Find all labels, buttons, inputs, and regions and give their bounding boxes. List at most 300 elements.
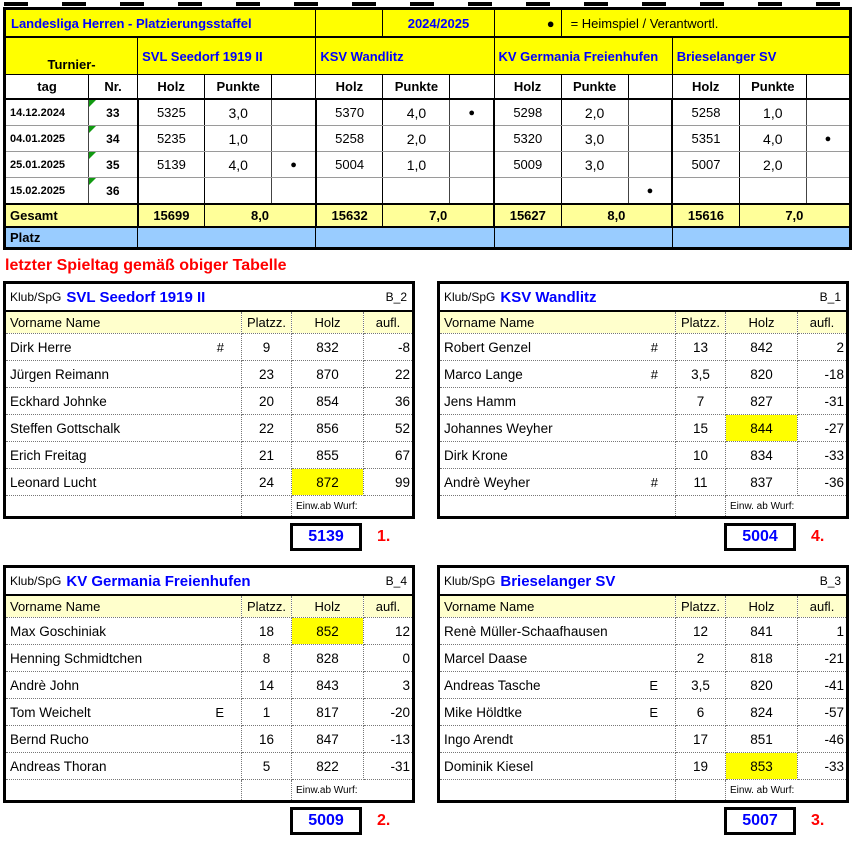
footer-empty-cell — [242, 496, 292, 518]
heimspiel-dot-cell — [628, 152, 672, 178]
holz-cell: 832 — [292, 334, 364, 361]
dot-col-header — [450, 75, 494, 100]
platz-label: Platz — [5, 227, 138, 249]
platz-empty-cell — [138, 227, 316, 249]
club-total-box: 5004 — [724, 523, 796, 551]
club-title-row — [439, 283, 848, 312]
holz-cell: 851 — [726, 726, 798, 753]
club-code: B_2 — [385, 290, 408, 304]
match-day-row — [5, 152, 851, 178]
club-title-row — [5, 283, 414, 312]
player-name-cell: Renè Müller-Schaafhausen — [439, 618, 676, 645]
platz-empty-cell — [316, 227, 494, 249]
nr-cell: 33 — [89, 99, 138, 126]
holz-cell: 842 — [726, 334, 798, 361]
player-row — [5, 442, 414, 469]
platzz-cell: 23 — [242, 361, 292, 388]
gesamt-label: Gesamt — [5, 204, 138, 227]
dot-col-header — [628, 75, 672, 100]
player-name-cell: Andreas Tasche E — [439, 672, 676, 699]
player-row — [439, 672, 848, 699]
punkte-value-cell: 1,0 — [205, 126, 272, 152]
player-row — [5, 753, 414, 780]
club-rank: 2. — [377, 812, 391, 829]
holz-value-cell: 5298 — [494, 99, 561, 126]
platzz-cell: 12 — [676, 618, 726, 645]
club-total-box: 5009 — [290, 807, 362, 835]
punkte-value-cell: 1,0 — [739, 99, 806, 126]
team-header: Brieselanger SV — [672, 37, 850, 75]
season-label: 2024/2025 — [383, 9, 494, 38]
club-total-row — [724, 806, 851, 836]
aufl-cell: -36 — [798, 469, 848, 496]
player-name-cell: Dominik Kiesel — [439, 753, 676, 780]
holz-col-label: Holz — [726, 595, 798, 618]
club-title-cell — [5, 567, 414, 596]
footer-empty-cell — [242, 780, 292, 802]
punkte-value-cell: 2,0 — [561, 99, 628, 126]
footer-empty-cell — [439, 496, 676, 518]
aufl-cell: -21 — [798, 645, 848, 672]
club-rank: 3. — [811, 812, 825, 829]
holz-value-cell: 5235 — [138, 126, 205, 152]
einwurf-label: Einw.ab Wurf: — [292, 780, 414, 802]
aufl-cell: -57 — [798, 699, 848, 726]
platz-empty-cell — [672, 227, 850, 249]
player-name-cell: Marco Lange # — [439, 361, 676, 388]
player-name-cell: Andrè John — [5, 672, 242, 699]
holz-value-cell: 5325 — [138, 99, 205, 126]
platzz-cell: 16 — [242, 726, 292, 753]
aufl-col-label: aufl. — [798, 311, 848, 334]
heimspiel-dot-cell: ● — [272, 152, 316, 178]
holz-col-label: Holz — [292, 595, 364, 618]
platzz-cell: 7 — [676, 388, 726, 415]
club-footer-row — [5, 496, 414, 518]
turnier-label: Turnier- — [5, 37, 138, 75]
platz-row — [5, 227, 851, 249]
platzz-cell: 6 — [676, 699, 726, 726]
player-name-cell: Jens Hamm — [439, 388, 676, 415]
aufl-cell: -41 — [798, 672, 848, 699]
holz-cell: 820 — [726, 672, 798, 699]
cropped-gridline-ticks — [4, 2, 854, 6]
club-rank: 4. — [811, 528, 825, 545]
einwurf-label: Einw. ab Wurf: — [726, 780, 848, 802]
holz-cell: 834 — [726, 442, 798, 469]
holz-cell: 820 — [726, 361, 798, 388]
platzz-cell: 19 — [676, 753, 726, 780]
player-row — [5, 672, 414, 699]
club-total-row — [724, 522, 851, 552]
page-title: Landesliga Herren - Platzierungsstaffel — [5, 9, 316, 38]
name-col-label: Vorname Name — [5, 311, 242, 334]
club-total-box: 5007 — [724, 807, 796, 835]
match-day-row — [5, 178, 851, 205]
punkte-value-cell: 3,0 — [561, 152, 628, 178]
punkte-value-cell: 1,0 — [383, 152, 450, 178]
aufl-cell: 3 — [364, 672, 414, 699]
punkte-value-cell — [561, 178, 628, 205]
player-name-cell: Erich Freitag — [5, 442, 242, 469]
club-code: B_3 — [819, 574, 842, 588]
nr-cell: 36 — [89, 178, 138, 205]
club-code: B_1 — [819, 290, 842, 304]
name-col-label: Vorname Name — [5, 595, 242, 618]
aufl-cell: -46 — [798, 726, 848, 753]
platzz-cell: 1 — [242, 699, 292, 726]
player-row — [5, 645, 414, 672]
club-title-row — [5, 567, 414, 596]
club-title-cell — [439, 283, 848, 312]
aufl-cell: 0 — [364, 645, 414, 672]
holz-cell: 818 — [726, 645, 798, 672]
einwurf-label: Einw. ab Wurf: — [726, 496, 848, 518]
club-total-row — [290, 806, 415, 836]
holz-value-cell: 5258 — [316, 126, 383, 152]
ersatz-mark: E — [649, 704, 658, 720]
footer-empty-cell — [676, 780, 726, 802]
player-row — [5, 361, 414, 388]
platzz-col-label: Platzz. — [242, 595, 292, 618]
holz-value-cell: 5007 — [672, 152, 739, 178]
heimspiel-dot-cell — [628, 99, 672, 126]
club-code: B_4 — [385, 574, 408, 588]
player-row — [439, 388, 848, 415]
player-row — [439, 415, 848, 442]
player-name-cell: Dirk Krone — [439, 442, 676, 469]
player-name-cell: Ingo Arendt — [439, 726, 676, 753]
aufl-cell: -20 — [364, 699, 414, 726]
player-row — [5, 469, 414, 496]
heimspiel-dot-cell — [450, 178, 494, 205]
heimspiel-dot-cell — [450, 152, 494, 178]
gesamt-row — [5, 204, 851, 227]
gesamt-punkte-cell: 7,0 — [383, 204, 494, 227]
ersatz-mark: E — [649, 677, 658, 693]
platzz-cell: 2 — [676, 645, 726, 672]
punkte-value-cell: 4,0 — [205, 152, 272, 178]
gesamt-holz-cell: 15699 — [138, 204, 205, 227]
club-header-row — [439, 595, 848, 618]
punkte-value-cell: 2,0 — [383, 126, 450, 152]
holz-cell: 828 — [292, 645, 364, 672]
heimspiel-dot-cell: ● — [806, 126, 850, 152]
holz-value-cell — [138, 178, 205, 205]
player-name-cell: Max Goschiniak — [5, 618, 242, 645]
heimspiel-dot-cell — [806, 152, 850, 178]
aufl-cell: -8 — [364, 334, 414, 361]
player-row — [5, 618, 414, 645]
aufl-col-label: aufl. — [364, 311, 414, 334]
club-table-group — [437, 281, 851, 552]
holz-value-cell: 5009 — [494, 152, 561, 178]
team-names-row — [5, 37, 851, 75]
player-name-cell: Tom Weichelt E — [5, 699, 242, 726]
aufl-cell: -18 — [798, 361, 848, 388]
platzz-cell: 3,5 — [676, 672, 726, 699]
punkte-label: Punkte — [561, 75, 628, 100]
aufl-cell: 36 — [364, 388, 414, 415]
aufl-cell: -33 — [798, 753, 848, 780]
player-row — [439, 645, 848, 672]
punkte-value-cell — [383, 178, 450, 205]
date-cell: 15.02.2025 — [5, 178, 89, 205]
club-title-cell — [439, 567, 848, 596]
heimspiel-dot-cell — [272, 178, 316, 205]
platzz-cell: 24 — [242, 469, 292, 496]
holz-value-cell: 5004 — [316, 152, 383, 178]
club-header-row — [5, 311, 414, 334]
name-col-label: Vorname Name — [439, 595, 676, 618]
platzz-col-label: Platzz. — [676, 311, 726, 334]
punkte-value-cell — [739, 178, 806, 205]
club-rank: 1. — [377, 528, 391, 545]
punkte-value-cell: 3,0 — [561, 126, 628, 152]
aufl-cell: 22 — [364, 361, 414, 388]
punkte-label: Punkte — [739, 75, 806, 100]
club-footer-row — [439, 496, 848, 518]
player-row — [439, 699, 848, 726]
holz-cell: 837 — [726, 469, 798, 496]
player-row — [5, 415, 414, 442]
aufl-cell: 67 — [364, 442, 414, 469]
club-table-group — [3, 565, 415, 836]
title-spacer-cell — [316, 9, 383, 38]
team-header: KV Germania Freienhufen — [494, 37, 672, 75]
platzz-cell: 11 — [676, 469, 726, 496]
platzz-cell: 17 — [676, 726, 726, 753]
holz-cell: 824 — [726, 699, 798, 726]
player-row — [439, 442, 848, 469]
footer-empty-cell — [439, 780, 676, 802]
holz-value-cell: 5258 — [672, 99, 739, 126]
player-name-cell: Johannes Weyher — [439, 415, 676, 442]
gesamt-holz-cell: 15632 — [316, 204, 383, 227]
aufl-cell: 2 — [798, 334, 848, 361]
club-total-box: 5139 — [290, 523, 362, 551]
club-header-row — [5, 595, 414, 618]
heimspiel-dot-cell — [628, 126, 672, 152]
ersatz-mark: E — [215, 704, 224, 720]
holz-cell: 870 — [292, 361, 364, 388]
platzz-cell: 9 — [242, 334, 292, 361]
aufl-col-label: aufl. — [364, 595, 414, 618]
platzz-cell: 18 — [242, 618, 292, 645]
klub-label: Klub/SpG — [444, 574, 496, 588]
club-name: SVL Seedorf 1919 II — [66, 288, 206, 306]
holz-cell: 847 — [292, 726, 364, 753]
platzz-cell: 10 — [676, 442, 726, 469]
club-table-group — [437, 565, 851, 836]
name-col-label: Vorname Name — [439, 311, 676, 334]
holz-value-cell — [672, 178, 739, 205]
player-name-cell: Bernd Rucho — [5, 726, 242, 753]
holz-cell: 841 — [726, 618, 798, 645]
nr-cell: 35 — [89, 152, 138, 178]
platzz-cell: 13 — [676, 334, 726, 361]
aufl-cell: -33 — [798, 442, 848, 469]
player-name-cell: Andrè Weyher # — [439, 469, 676, 496]
aufl-cell: -13 — [364, 726, 414, 753]
gesamt-punkte-cell: 7,0 — [739, 204, 850, 227]
team-header: KSV Wandlitz — [316, 37, 494, 75]
club-name: KSV Wandlitz — [500, 288, 597, 306]
dot-col-header — [806, 75, 850, 100]
heimspiel-dot-cell — [272, 99, 316, 126]
club-title-cell — [5, 283, 414, 312]
platzz-cell: 21 — [242, 442, 292, 469]
aufl-cell: 52 — [364, 415, 414, 442]
dot-col-header — [272, 75, 316, 100]
platzz-cell: 15 — [676, 415, 726, 442]
punkte-value-cell — [205, 178, 272, 205]
player-row — [439, 469, 848, 496]
player-row — [439, 334, 848, 361]
klub-label: Klub/SpG — [10, 290, 62, 304]
player-name-cell: Henning Schmidtchen — [5, 645, 242, 672]
club-table — [3, 565, 415, 803]
holz-value-cell — [316, 178, 383, 205]
captain-mark: # — [650, 366, 658, 382]
klub-label: Klub/SpG — [444, 290, 496, 304]
club-name: Brieselanger SV — [500, 572, 616, 590]
club-table — [3, 281, 415, 519]
player-row — [5, 388, 414, 415]
holz-value-cell: 5320 — [494, 126, 561, 152]
gesamt-punkte-cell: 8,0 — [561, 204, 672, 227]
title-row — [5, 9, 851, 38]
club-tables-grid — [3, 281, 858, 836]
platzz-cell: 3,5 — [676, 361, 726, 388]
date-cell: 14.12.2024 — [5, 99, 89, 126]
platz-empty-cell — [494, 227, 672, 249]
player-row — [5, 699, 414, 726]
gesamt-holz-cell: 15627 — [494, 204, 561, 227]
player-name-cell: Robert Genzel # — [439, 334, 676, 361]
holz-value-cell — [494, 178, 561, 205]
platzz-cell: 22 — [242, 415, 292, 442]
player-row — [5, 334, 414, 361]
club-header-row — [439, 311, 848, 334]
holz-cell: 856 — [292, 415, 364, 442]
nr-cell: 34 — [89, 126, 138, 152]
einwurf-label: Einw.ab Wurf: — [292, 496, 414, 518]
footer-empty-cell — [5, 780, 242, 802]
holz-cell: 822 — [292, 753, 364, 780]
aufl-cell: 1 — [798, 618, 848, 645]
holz-label: Holz — [316, 75, 383, 100]
holz-col-label: Holz — [292, 311, 364, 334]
punkte-value-cell: 4,0 — [739, 126, 806, 152]
punkte-value-cell: 4,0 — [383, 99, 450, 126]
punkte-value-cell: 2,0 — [739, 152, 806, 178]
captain-mark: # — [650, 474, 658, 490]
player-name-cell: Mike Höldtke E — [439, 699, 676, 726]
club-footer-row — [439, 780, 848, 802]
player-row — [439, 753, 848, 780]
legend-text: = Heimspiel / Verantwortl. — [561, 9, 850, 38]
holz-col-label: Holz — [726, 311, 798, 334]
date-cell: 04.01.2025 — [5, 126, 89, 152]
player-name-cell: Andreas Thoran — [5, 753, 242, 780]
player-name-cell: Eckhard Johnke — [5, 388, 242, 415]
aufl-cell: 99 — [364, 469, 414, 496]
aufl-cell: 12 — [364, 618, 414, 645]
player-name-cell: Dirk Herre # — [5, 334, 242, 361]
captain-mark: # — [650, 339, 658, 355]
holz-cell: 827 — [726, 388, 798, 415]
klub-label: Klub/SpG — [10, 574, 62, 588]
heimspiel-dot-cell: ● — [628, 178, 672, 205]
aufl-cell: -31 — [798, 388, 848, 415]
punkte-label: Punkte — [383, 75, 450, 100]
gesamt-punkte-cell: 8,0 — [205, 204, 316, 227]
team-header: SVL Seedorf 1919 II — [138, 37, 316, 75]
platzz-col-label: Platzz. — [676, 595, 726, 618]
platzz-cell: 20 — [242, 388, 292, 415]
player-name-cell: Marcel Daase — [439, 645, 676, 672]
holz-cell-highlighted: 852 — [292, 618, 364, 645]
heimspiel-dot-cell: ● — [450, 99, 494, 126]
holz-value-cell: 5370 — [316, 99, 383, 126]
club-name: KV Germania Freienhufen — [66, 572, 251, 590]
player-name-cell: Leonard Lucht — [5, 469, 242, 496]
holz-cell-highlighted: 872 — [292, 469, 364, 496]
player-row — [439, 618, 848, 645]
footer-empty-cell — [676, 496, 726, 518]
match-day-row — [5, 99, 851, 126]
footer-empty-cell — [5, 496, 242, 518]
club-table — [437, 281, 849, 519]
heimspiel-dot-cell — [806, 178, 850, 205]
platzz-col-label: Platzz. — [242, 311, 292, 334]
holz-value-cell: 5351 — [672, 126, 739, 152]
legend-bullet-icon: ● — [494, 9, 561, 38]
gesamt-holz-cell: 15616 — [672, 204, 739, 227]
player-name-cell: Jürgen Reimann — [5, 361, 242, 388]
player-row — [439, 361, 848, 388]
league-results-table — [3, 7, 852, 250]
heimspiel-dot-cell — [272, 126, 316, 152]
holz-cell: 854 — [292, 388, 364, 415]
tag-label: tag — [5, 75, 89, 100]
club-title-row — [439, 567, 848, 596]
holz-cell-highlighted: 844 — [726, 415, 798, 442]
match-day-row — [5, 126, 851, 152]
holz-label: Holz — [138, 75, 205, 100]
date-cell: 25.01.2025 — [5, 152, 89, 178]
club-footer-row — [5, 780, 414, 802]
heimspiel-dot-cell — [806, 99, 850, 126]
punkte-value-cell: 3,0 — [205, 99, 272, 126]
holz-label: Holz — [672, 75, 739, 100]
holz-cell: 843 — [292, 672, 364, 699]
captain-mark: # — [216, 339, 224, 355]
aufl-cell: -27 — [798, 415, 848, 442]
club-table — [437, 565, 849, 803]
club-table-group — [3, 281, 415, 552]
holz-cell: 855 — [292, 442, 364, 469]
section-heading: letzter Spieltag gemäß obiger Tabelle — [5, 257, 287, 274]
holz-cell: 817 — [292, 699, 364, 726]
player-row — [5, 726, 414, 753]
nr-label: Nr. — [89, 75, 138, 100]
column-header-row — [5, 75, 851, 100]
player-row — [439, 726, 848, 753]
aufl-cell: -31 — [364, 753, 414, 780]
aufl-col-label: aufl. — [798, 595, 848, 618]
